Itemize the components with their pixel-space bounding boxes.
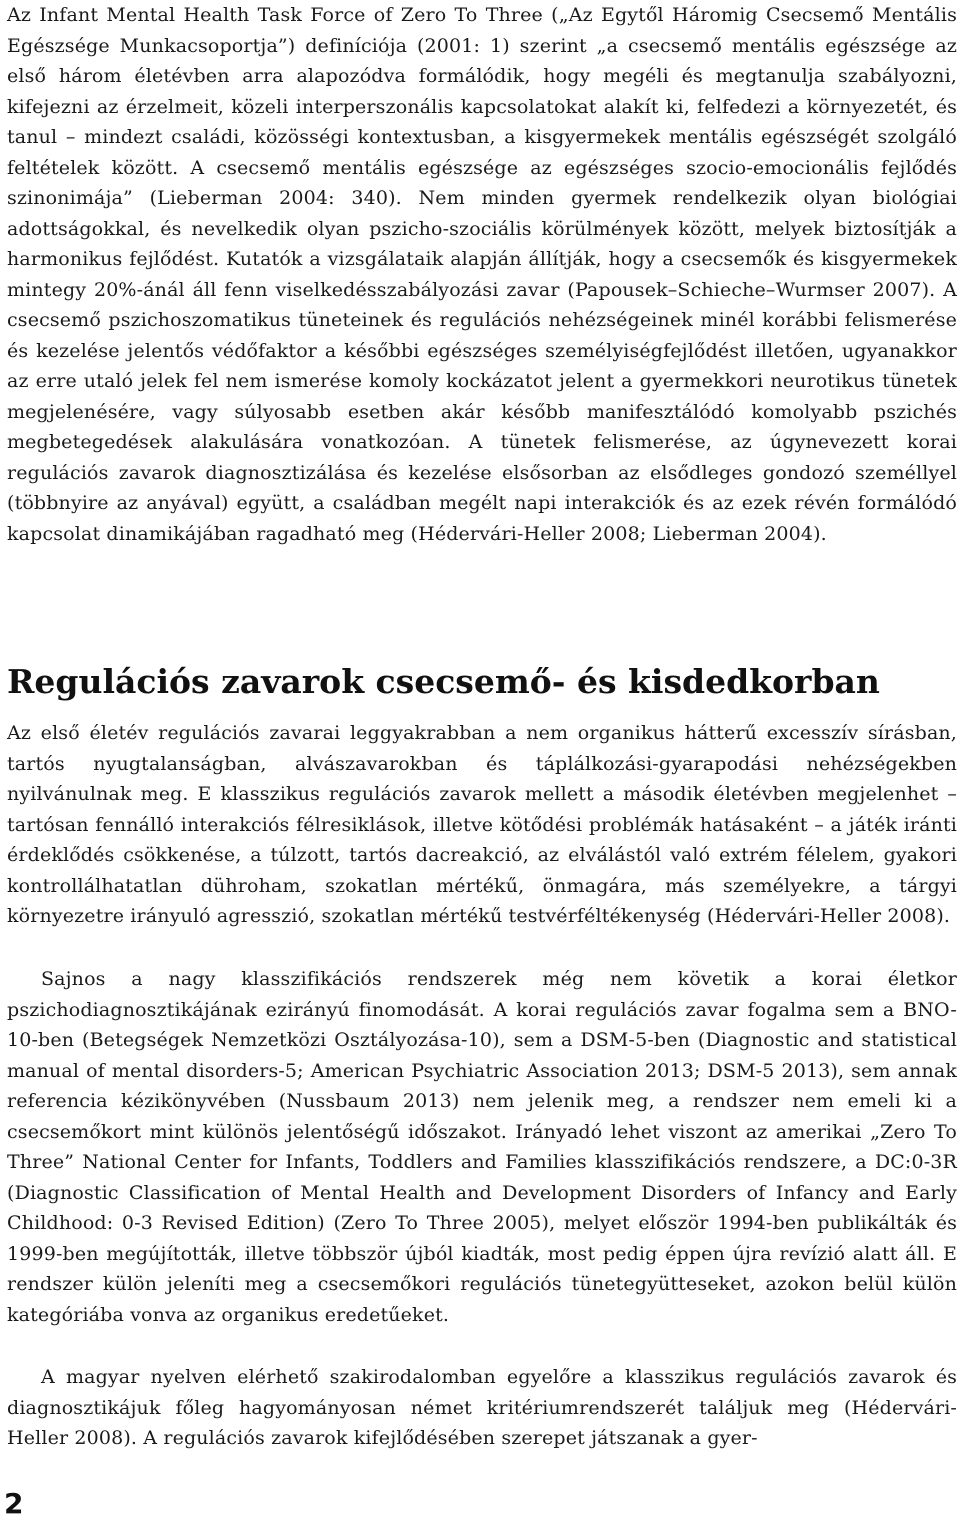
body-paragraph-4: A magyar nyelven elérhető szakirodalomban egyelőre a klasszikus regulációs zavarok és diagnosztikájuk főleg hagyományosan német kritériumrendszerét találjuk meg (Hédervári-Heller 2008). A regulációs zavarok kifejlődésében szerepet játszanak a gyer- (7, 1366, 957, 1449)
body-paragraph-2: Az első életév regulációs zavarai leggyakrabban a nem organikus hátterű excesszív sírásban, tartós nyugtalanságban, alvászavarokban és táplálkozási-gyarapodási nehézségekben nyilvánulnak meg. E klasszikus regulációs zavarok mellett a második életévben megjelenhet – tartósan fennálló interakciós félresiklások, illetve kötődési problémák hatásaként – a játék iránti érdeklődés csökkenése, a túlzott, tartós dacreakció, az elválástól való extrém félelem, gyakori kontrollálhatatlan dühroham, szokatlan mértékű, önmagára, más személyekre, a tárgyi környezetre irányuló agresszió, szokatlan mértékű testvérféltékenység (Hédervári-Heller 2008). (7, 722, 957, 927)
body-paragraph-3: Sajnos a nagy klasszifikációs rendszerek még nem követik a korai életkor pszichodiagnosztikájának ezirányú finomodását. A korai regulációs zavar fogalma sem a BNO-10-ben (Betegségek Nemzetközi Osztályozása-10), sem a DSM-5-ben (Diagnostic and statistical manual of mental disorders-5; American Psychiatric Association 2013; DSM-5 2013), sem annak referencia kézikönyvében (Nussbaum 2013) nem jelenik meg, a rendszer nem emeli ki a csecsemőkort mint különös jelentőségű időszakot. Irányadó lehet viszont az amerikai „Zero To Three” National Center for Infants, Toddlers and Families klasszifikációs rendszere, a DC:0-3R (Diagnostic Classification of Mental Health and Development Disorders of Infancy and Early Childhood: 0-3 Revised Edition) (Zero To Three 2005), melyet először 1994-ben publikálták és 1999-ben megújították, illetve többször újból kiadták, most pedig éppen újra revízió alatt áll. E rendszer külön jeleníti meg a csecsemőkori regulációs tünetegyütteseket, azokon belül külön kategóriába vonva az organikus eredetűeket. (7, 968, 957, 1326)
section-heading: Regulációs zavarok csecsemő- és kisdedkorban (7, 662, 880, 701)
page-number: 2 (4, 1487, 24, 1520)
body-paragraph-1: Az Infant Mental Health Task Force of Zero To Three („Az Egytől Háromig Csecsemő Mentális Egészsége Munkacsoportja”) definíciója (2001: 1) szerint „a csecsemő mentális egészsége az első három életévben arra alapozódva formálódik, hogy megéli és megtanulja szabályozni, kifejezni az érzelmeit, közeli interperszonális kapcsolatokat alakít ki, felfedezi a környezetét, és tanul – mindezt családi, közösségi kontextusban, a kisgyermekek mentális egészségét szolgáló feltételek között. A csecsemő mentális egészsége az egészséges szocio-emocionális fejlődés szinonimája” (Lieberman 2004: 340). Nem minden gyermek rendelkezik olyan biológiai adottságokkal, és nevelkedik olyan pszicho-szociális körülmények között, melyek biztosítják a harmonikus fejlődést. Kutatók a vizsgálataik alapján állítják, hogy a csecsemők és kisgyermekek mintegy 20%-ánál áll fenn viselkedésszabályozási zavar (Papousek–Schieche–Wurmser 2007). A csecsemő pszichoszomatikus tüneteinek és regulációs nehézségeinek minél korábbi felismerése és kezelése jelentős védőfaktor a későbbi egészséges személyiségfejlődést illetően, ugyanakkor az erre utaló jelek fel nem ismerése komoly kockázatot jelent a gyermekkori neurotikus tünetek megjelenésére, vagy súlyosabb esetben akár később manifesztálódó komolyabb pszichés megbetegedések alakulására vonatkozóan. A tünetek felismerése, az úgynevezett korai regulációs zavarok diagnosztizálása és kezelése elsősorban az elsődleges gondozó személlyel (többnyire az anyával) együtt, a családban megélt napi interakciók és az ezek révén formálódó kapcsolat dinamikájában ragadható meg (Hédervári-Heller 2008; Lieberman 2004). (7, 4, 957, 545)
